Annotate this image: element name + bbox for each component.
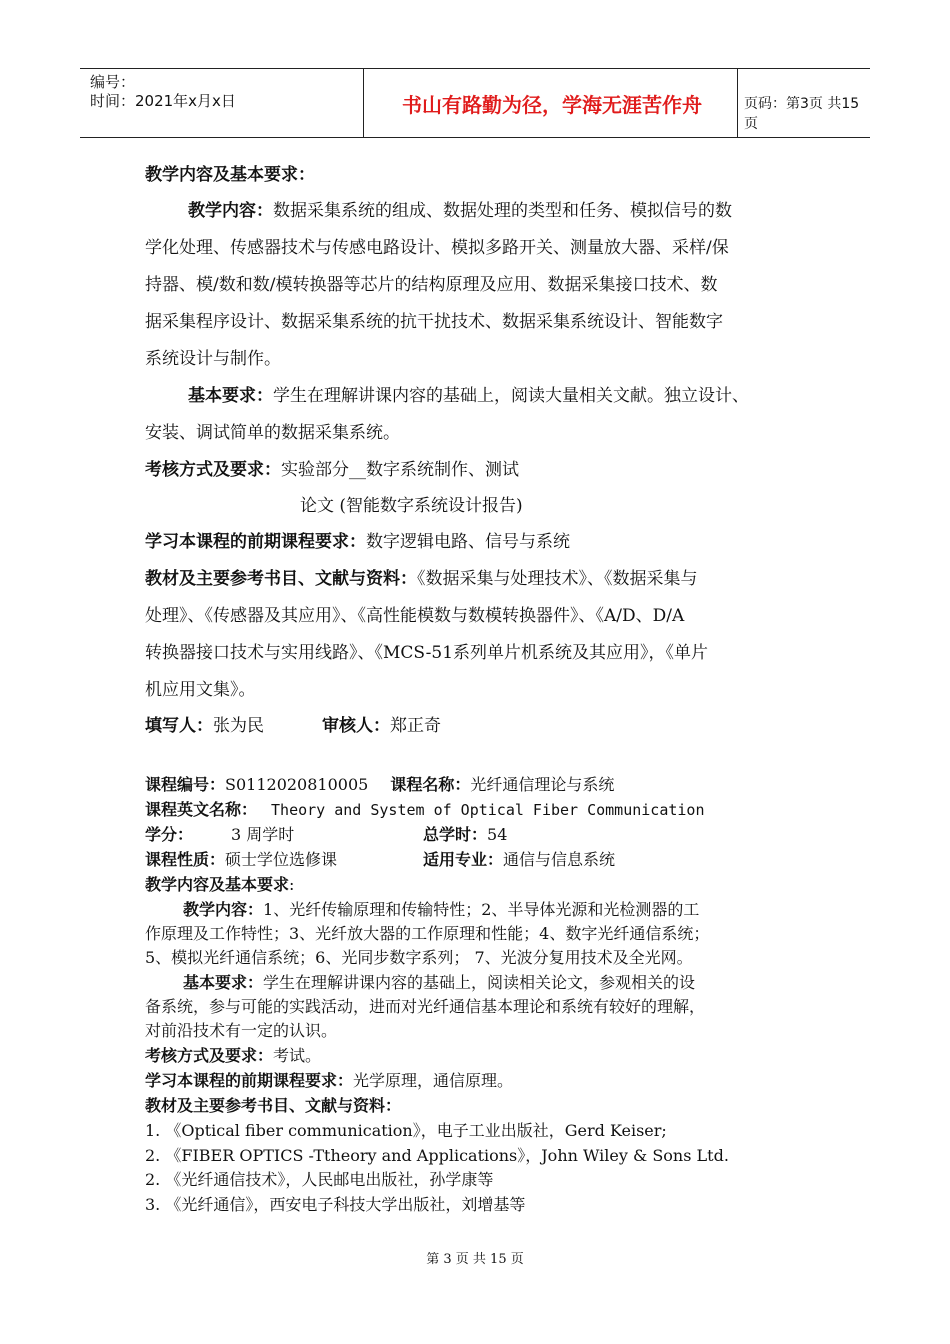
c2-major-line (423, 847, 615, 870)
c2-books-label: 教材及主要参考书目、文献与资料： (145, 1096, 402, 1115)
c1-content-heading: 教学内容及基本要求： (145, 165, 315, 185)
header-time: 时间：2021年x月x日 (90, 92, 236, 110)
c2-name-label: 课程名称： (390, 775, 471, 794)
header-motto: 书山有路勤为径，学海无涯苦作舟 (402, 93, 702, 117)
c2-req-text: 学生在理解讲课内容的基础上，阅读相关论文，参观相关的设 (263, 973, 696, 992)
c1-req-line: 安装、调试简单的数据采集系统。 (145, 423, 400, 443)
c1-exam-line-2: 论文 (智能数字系统设计报告) (300, 496, 523, 516)
c2-prereq-line (145, 1068, 513, 1091)
c1-exam-label: 考核方式及要求： (145, 460, 281, 480)
c2-code-name-line (145, 772, 614, 795)
c2-teach-text: 1、光纤传输原理和传输特性；2、半导体光源和光检测器的工 (263, 900, 700, 919)
c1-teach-line: 学化处理、传感器技术与传感电路设计、模拟多路开关、测量放大器、采样/保 (145, 238, 729, 258)
c2-hours-label: 总学时： (423, 825, 488, 844)
c2-exam-line (145, 1043, 321, 1066)
c2-exam-label: 考核方式及要求： (145, 1046, 274, 1065)
c2-en-value: Theory and System of Optical Fiber Communication (271, 801, 705, 819)
c2-hours-line (423, 822, 507, 845)
c1-teach-text: 数据采集系统的组成、数据处理的类型和任务、模拟信号的数 (273, 201, 732, 221)
c2-ref-item: 3. 《光纤通信》，西安电子科技大学出版社，刘增基等 (145, 1195, 526, 1214)
page-header (80, 68, 870, 138)
c2-credit-label: 学分： (145, 825, 194, 844)
c1-teach-line: 据采集程序设计、数据采集系统的抗干扰技术、数据采集系统设计、智能数字 (145, 312, 723, 332)
c1-req-label: 基本要求： (188, 386, 273, 406)
c1-req-line (188, 381, 749, 406)
c2-req-line: 备系统，参与可能的实践活动，进而对光纤通信基本理论和系统有较好的理解， (145, 997, 706, 1016)
c2-name-value: 光纤通信理论与系统 (470, 775, 615, 794)
c2-ref-item: 1. 《Optical fiber communication》，电子工业出版社，Gerd Keiser; (145, 1121, 667, 1140)
c1-exam-value: 实验部分__数字系统制作、测试 (281, 460, 519, 480)
c1-prereq-line (145, 527, 570, 552)
c2-nature-label: 课程性质： (145, 850, 226, 869)
c1-prereq-label: 学习本课程的前期课程要求： (145, 532, 366, 552)
c1-books-text: 《数据采集与处理技术》、《数据采集与 (417, 569, 698, 589)
c2-ref-item: 2. 《FIBER OPTICS -Ttheory and Applications》，John Wiley & Sons Ltd. (145, 1146, 729, 1165)
c2-ref-item: 2. 《光纤通信技术》，人民邮电出版社，孙学康等 (145, 1170, 494, 1189)
header-divider (737, 69, 738, 137)
c1-teach-label: 教学内容： (188, 201, 273, 221)
c2-en-line (145, 797, 705, 820)
c1-writer-value: 张为民 (213, 716, 264, 736)
c2-content-heading: 教学内容及基本要求 (145, 875, 290, 894)
c2-major-label: 适用专业： (423, 850, 504, 869)
c2-req-label: 基本要求： (183, 973, 264, 992)
c1-teach-line (188, 196, 732, 221)
c2-exam-value: 考试。 (273, 1046, 322, 1065)
header-meta (90, 73, 236, 111)
c1-teach-line: 系统设计与制作。 (145, 349, 281, 369)
c2-hours-value: 54 (487, 825, 508, 844)
c2-content-heading-line (145, 872, 294, 895)
c2-teach-line (183, 897, 699, 920)
c1-books-line (145, 564, 698, 589)
c1-teach-line: 持器、模/数和数/模转换器等芯片的结构原理及应用、数据采集接口技术、数 (145, 275, 718, 295)
c1-reviewer-value: 郑正奇 (390, 716, 441, 736)
c1-req-text: 学生在理解讲课内容的基础上，阅读大量相关文献。独立设计、 (273, 386, 749, 406)
header-divider (363, 69, 364, 137)
c2-credit-value: 3 周学时 (231, 825, 295, 844)
c2-en-label: 课程英文名称： (145, 800, 258, 819)
c2-nature-value: 硕士学位选修课 (225, 850, 338, 869)
c2-prereq-value: 光学原理，通信原理。 (353, 1071, 514, 1090)
c1-books-label: 教材及主要参考书目、文献与资料： (145, 569, 417, 589)
c2-code-label: 课程编号： (145, 775, 226, 794)
c1-reviewer-label: 审核人： (322, 716, 390, 736)
c2-content-colon: : (289, 875, 295, 894)
c2-teach-label: 教学内容： (183, 900, 264, 919)
c1-prereq-value: 数字逻辑电路、信号与系统 (366, 532, 570, 552)
header-number: 编号： (90, 73, 136, 91)
c2-teach-line: 5、模拟光纤通信系统；6、光同步数字系列； 7、光波分复用技术及全光网。 (145, 948, 693, 967)
c2-code-value: S0112020810005 (225, 775, 369, 794)
c2-prereq-label: 学习本课程的前期课程要求： (145, 1071, 354, 1090)
c2-credit-line (145, 822, 294, 845)
c2-teach-line: 作原理及工作特性；3、光纤放大器的工作原理和性能；4、数字光纤通信系统； (145, 924, 710, 943)
c2-nature-line (145, 847, 337, 870)
c2-major-value: 通信与信息系统 (503, 850, 616, 869)
c1-exam-line (145, 455, 519, 480)
c1-books-line: 处理》、《传感器及其应用》、《高性能模数与数模转换器件》、《A/D、D/A (145, 606, 685, 626)
c1-signoff (145, 711, 441, 736)
c1-books-line: 转换器接口技术与实用线路》、《MCS-51系列单片机系统及其应用》，《单片 (145, 643, 709, 663)
c2-req-line (183, 970, 695, 993)
c2-req-line: 对前沿技术有一定的认识。 (145, 1021, 338, 1040)
c1-books-line: 机应用文集》。 (145, 680, 256, 700)
header-page-number: 页码：第3页 共15页 (744, 96, 860, 132)
c1-writer-label: 填写人： (145, 716, 213, 736)
page-footer: 第 3 页 共 15 页 (426, 1252, 524, 1267)
